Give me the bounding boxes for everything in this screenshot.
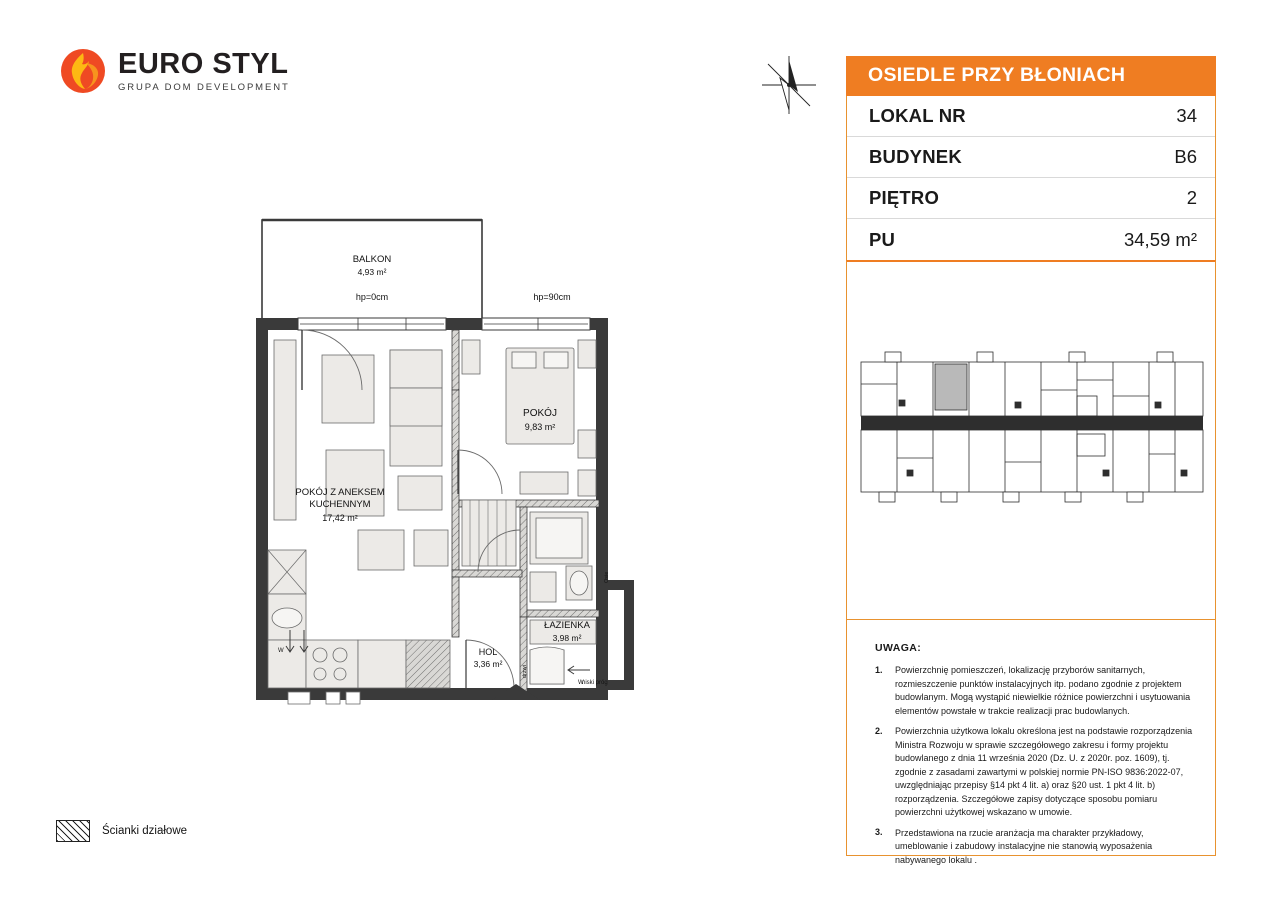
note-item	[875, 664, 1195, 718]
note-number: 2.	[875, 725, 883, 736]
note-text: Powierzchnię pomieszczeń, lokalizację przyborów sanitarnych, rozmieszczenie punktów instalacyjnych itp. podano zgodnie z projektem budowlanym. Mogą wystąpić niewielkie różnice powierzchni i usytuowania elementów powstałe w trakcie realizacji prac budowlanych.	[895, 665, 1191, 716]
label-side-note: drzwi	[522, 665, 528, 678]
logo-name: EURO STYL	[118, 47, 289, 80]
brand-logo	[60, 48, 290, 94]
label-lazienka-area: 3,98 m²	[552, 633, 582, 643]
info-panel	[846, 56, 1216, 865]
info-key-lokal: LOKAL NR	[869, 105, 966, 126]
legend	[56, 820, 187, 842]
legend-label: Ścianki działowe	[102, 825, 188, 837]
info-value-budynek: B6	[1174, 146, 1197, 167]
note-number: 1.	[875, 664, 883, 675]
info-value-lokal: 34	[1176, 105, 1197, 126]
flame-logo-icon	[60, 48, 106, 94]
label-pokoj-aneks-2: KUCHENNYM	[309, 499, 371, 510]
logo-tagline: GRUPA DOM DEVELOPMENT	[118, 82, 290, 94]
label-pokoj-aneks-1: POKÓJ Z ANEKSEM	[295, 487, 385, 498]
info-row-lokal	[847, 96, 1215, 137]
info-key-budynek: BUDYNEK	[869, 146, 962, 167]
highlighted-unit	[935, 364, 967, 410]
label-hol-area: 3,36 m²	[473, 659, 503, 669]
notes-title: UWAGA:	[875, 642, 922, 654]
unit-info-table	[846, 96, 1216, 260]
estate-title-bar	[846, 56, 1216, 96]
label-pokoj: POKÓJ	[523, 408, 557, 419]
label-niski-prog: niski próg	[582, 680, 608, 686]
info-key-pu: PU	[869, 228, 896, 250]
label-hol: HOL	[478, 647, 498, 657]
label-w-right: W	[578, 680, 584, 686]
key-plan	[846, 260, 1216, 620]
key-plan-svg	[855, 350, 1209, 520]
label-osie: Osie	[604, 571, 610, 583]
label-pokoj-area: 9,83 m²	[524, 422, 556, 432]
label-w-left: W	[278, 648, 284, 654]
note-text: Powierzchnia użytkowa lokalu określona jest na podstawie rozporządzenia Ministra Rozwoju w sprawie szczegółowego zakresu i formy projektu budowlanego z dnia 11 września 2020 (Dz. U. z 2020r. poz. 1609), tj. zgodnie z zasadami zawartymi w polskiej normie PN-ISO 9836:2022-07, uwzględniając przepisy §14 pkt 4 lit. a) oraz §20 ust. 1 pkt 4 lit. b) rozporządzenia. Szczegółowe zapisy dotyczące sposobu pomiaru powierzchni użytkowej wskazano w umowie.	[895, 726, 1193, 817]
info-row-pu	[847, 219, 1215, 260]
info-value-pu: 34,59 m²	[1123, 228, 1197, 250]
note-item	[875, 827, 1195, 868]
hatch-pattern-swatch	[56, 820, 90, 842]
label-lazienka: ŁAZIENKA	[544, 620, 590, 631]
notes-box	[846, 620, 1216, 865]
info-row-budynek	[847, 137, 1215, 178]
label-pokoj-aneks-area: 17,42 m²	[322, 513, 358, 523]
compass-north-icon	[758, 52, 820, 118]
note-text: Przedstawiona na rzucie aranżacja ma charakter przykładowy, umeblowanie i zabudowy instalacyjne nie stanowią wyposażenia nabywanego lokalu .	[895, 827, 1153, 865]
label-hp-left: hp=0cm	[355, 292, 389, 302]
label-balkon: BALKON	[352, 254, 392, 265]
floor-plan-drawing	[230, 200, 660, 760]
label-hp-right: hp=90cm	[533, 292, 571, 302]
label-balkon-area: 4,93 m²	[357, 267, 387, 277]
estate-title: OSIEDLE PRZY BŁONIACH	[868, 64, 1126, 86]
info-key-pietro: PIĘTRO	[869, 187, 940, 208]
note-item	[875, 725, 1195, 820]
furniture-hall	[462, 500, 516, 566]
note-number: 3.	[875, 827, 883, 837]
info-value-pietro: 2	[1186, 187, 1197, 208]
info-row-pietro	[847, 178, 1215, 219]
